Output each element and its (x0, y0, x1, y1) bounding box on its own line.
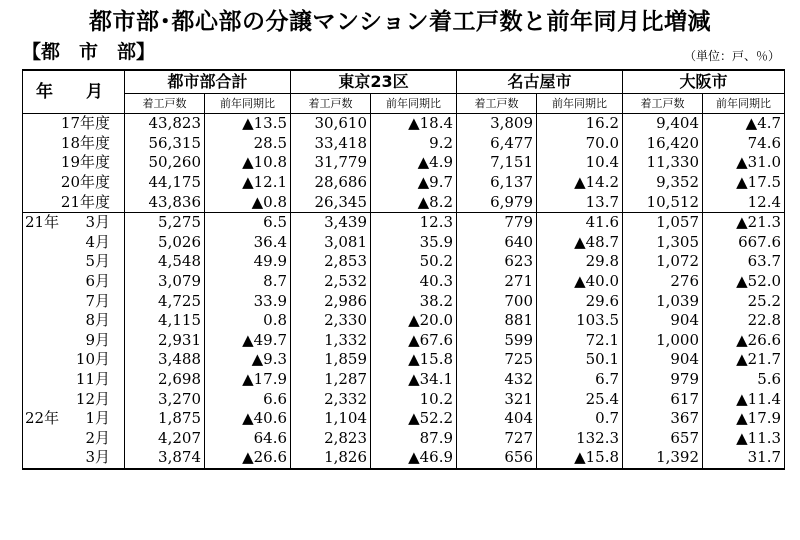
starts-cell: 2,332 (291, 389, 371, 409)
starts-cell: 3,081 (291, 233, 371, 253)
table-row (23, 173, 785, 193)
yoy-cell: ▲8.2 (371, 192, 457, 212)
yoy-cell: ▲48.7 (537, 233, 623, 253)
row-label: 5月 (23, 252, 125, 272)
unit-note: （単位：戸、％） (683, 49, 780, 63)
starts-cell: 779 (457, 212, 537, 232)
row-label: 4月 (23, 233, 125, 253)
starts-cell: 43,823 (125, 114, 205, 134)
table-row (23, 291, 785, 311)
row-year: 21年 (25, 213, 60, 232)
starts-cell: 4,548 (125, 252, 205, 272)
yoy-cell: ▲10.8 (205, 153, 291, 173)
yoy-cell: ▲21.3 (703, 212, 785, 232)
yoy-cell: 38.2 (371, 291, 457, 311)
starts-cell: 56,315 (125, 134, 205, 154)
yoy-cell: ▲17.9 (703, 409, 785, 429)
yoy-cell: 36.4 (205, 233, 291, 253)
table-row (23, 153, 785, 173)
starts-cell: 6,979 (457, 192, 537, 212)
yoy-cell: ▲40.0 (537, 272, 623, 292)
yoy-cell: 63.7 (703, 252, 785, 272)
subheader-yoy: 前年同期比 (371, 94, 457, 114)
starts-cell: 2,823 (291, 429, 371, 449)
starts-cell: 3,079 (125, 272, 205, 292)
starts-cell: 1,104 (291, 409, 371, 429)
starts-cell: 10,512 (623, 192, 703, 212)
yoy-cell: ▲4.9 (371, 153, 457, 173)
starts-cell: 31,779 (291, 153, 371, 173)
table-row (23, 212, 785, 232)
yoy-cell: 8.7 (205, 272, 291, 292)
yoy-cell: 40.3 (371, 272, 457, 292)
yoy-cell: 74.6 (703, 134, 785, 154)
yoy-cell: 12.3 (371, 212, 457, 232)
starts-cell: 367 (623, 409, 703, 429)
yoy-cell: 28.5 (205, 134, 291, 154)
starts-cell: 2,931 (125, 331, 205, 351)
subheader-yoy: 前年同期比 (703, 94, 785, 114)
yoy-cell: ▲67.6 (371, 331, 457, 351)
starts-cell: 2,986 (291, 291, 371, 311)
row-label: 11月 (23, 370, 125, 390)
row-label: 9月 (23, 331, 125, 351)
table-row (23, 233, 785, 253)
starts-cell: 700 (457, 291, 537, 311)
yoy-cell: 6.7 (537, 370, 623, 390)
row-label: 7月 (23, 291, 125, 311)
starts-cell: 2,330 (291, 311, 371, 331)
starts-cell: 1,859 (291, 350, 371, 370)
table-row (23, 429, 785, 449)
starts-cell: 1,826 (291, 448, 371, 469)
starts-cell: 43,836 (125, 192, 205, 212)
yoy-cell: ▲17.5 (703, 173, 785, 193)
yoy-cell: 9.2 (371, 134, 457, 154)
yoy-cell: 31.7 (703, 448, 785, 469)
starts-cell: 7,151 (457, 153, 537, 173)
yoy-cell: ▲18.4 (371, 114, 457, 134)
row-label: 12月 (23, 389, 125, 409)
yoy-cell: ▲11.3 (703, 429, 785, 449)
yoy-cell: 50.1 (537, 350, 623, 370)
starts-cell: 727 (457, 429, 537, 449)
subheader-yoy: 前年同期比 (205, 94, 291, 114)
yoy-cell: 103.5 (537, 311, 623, 331)
starts-cell: 1,039 (623, 291, 703, 311)
starts-cell: 3,874 (125, 448, 205, 469)
row-month: 1月 (85, 409, 110, 428)
yoy-cell: ▲15.8 (371, 350, 457, 370)
yoy-cell: ▲34.1 (371, 370, 457, 390)
starts-cell: 979 (623, 370, 703, 390)
yoy-cell: 33.9 (205, 291, 291, 311)
table-row (23, 389, 785, 409)
starts-cell: 4,207 (125, 429, 205, 449)
yoy-cell: ▲46.9 (371, 448, 457, 469)
group-header-urban-total: 都市部合計 (125, 70, 291, 94)
group-header-tokyo23: 東京23区 (291, 70, 457, 94)
starts-cell: 640 (457, 233, 537, 253)
table-row (23, 311, 785, 331)
section-label: 【都 市 部】 (22, 41, 156, 63)
starts-cell: 1,392 (623, 448, 703, 469)
starts-cell: 657 (623, 429, 703, 449)
starts-cell: 1,332 (291, 331, 371, 351)
yoy-cell: 25.2 (703, 291, 785, 311)
starts-cell: 3,488 (125, 350, 205, 370)
starts-cell: 1,000 (623, 331, 703, 351)
yoy-cell: 6.6 (205, 389, 291, 409)
starts-cell: 3,270 (125, 389, 205, 409)
yoy-cell: 5.6 (703, 370, 785, 390)
row-label: 3月 (23, 448, 125, 469)
table-row (23, 272, 785, 292)
yoy-cell: ▲21.7 (703, 350, 785, 370)
yoy-cell: ▲9.7 (371, 173, 457, 193)
starts-cell: 4,725 (125, 291, 205, 311)
yoy-cell: 35.9 (371, 233, 457, 253)
starts-cell: 599 (457, 331, 537, 351)
yoy-cell: 25.4 (537, 389, 623, 409)
starts-cell: 271 (457, 272, 537, 292)
starts-cell: 44,175 (125, 173, 205, 193)
starts-cell: 3,439 (291, 212, 371, 232)
row-label: 8月 (23, 311, 125, 331)
row-label: 17年度 (23, 114, 125, 134)
yoy-cell: 64.6 (205, 429, 291, 449)
row-year: 22年 (25, 409, 60, 428)
yoy-cell: ▲0.8 (205, 192, 291, 212)
starts-cell: 1,875 (125, 409, 205, 429)
yoy-cell: ▲4.7 (703, 114, 785, 134)
yoy-cell: 6.5 (205, 212, 291, 232)
yoy-cell: 10.2 (371, 389, 457, 409)
yoy-cell: ▲15.8 (537, 448, 623, 469)
table-row (23, 134, 785, 154)
table-body (23, 114, 785, 469)
row-label: 21年度 (23, 192, 125, 212)
row-label: 10月 (23, 350, 125, 370)
starts-cell: 3,809 (457, 114, 537, 134)
yoy-cell: 132.3 (537, 429, 623, 449)
yoy-cell: ▲11.4 (703, 389, 785, 409)
starts-cell: 6,477 (457, 134, 537, 154)
starts-cell: 432 (457, 370, 537, 390)
yoy-cell: ▲26.6 (703, 331, 785, 351)
yoy-cell: 10.4 (537, 153, 623, 173)
yoy-cell: ▲20.0 (371, 311, 457, 331)
table-row (23, 409, 785, 429)
page-title: 都市部･都心部の分譲マンション着工戸数と前年同月比増減 (89, 9, 711, 35)
yoy-cell: ▲26.6 (205, 448, 291, 469)
yoy-cell: ▲40.6 (205, 409, 291, 429)
starts-cell: 5,275 (125, 212, 205, 232)
table-row (23, 252, 785, 272)
starts-cell: 28,686 (291, 173, 371, 193)
table-row (23, 350, 785, 370)
year-month-header: 年 月 (23, 70, 125, 114)
table-row (23, 192, 785, 212)
yoy-cell: 22.8 (703, 311, 785, 331)
starts-cell: 725 (457, 350, 537, 370)
yoy-cell: 13.7 (537, 192, 623, 212)
starts-cell: 904 (623, 311, 703, 331)
starts-cell: 9,404 (623, 114, 703, 134)
starts-cell: 16,420 (623, 134, 703, 154)
starts-cell: 656 (457, 448, 537, 469)
yoy-cell: ▲9.3 (205, 350, 291, 370)
yoy-cell: 70.0 (537, 134, 623, 154)
yoy-cell: ▲13.5 (205, 114, 291, 134)
row-label: 20年度 (23, 173, 125, 193)
starts-cell: 404 (457, 409, 537, 429)
row-label: 18年度 (23, 134, 125, 154)
yoy-cell: ▲52.0 (703, 272, 785, 292)
starts-cell: 11,330 (623, 153, 703, 173)
yoy-cell: 667.6 (703, 233, 785, 253)
yoy-cell: ▲31.0 (703, 153, 785, 173)
subheader-starts: 着工戸数 (125, 94, 205, 114)
starts-cell: 276 (623, 272, 703, 292)
yoy-cell: ▲52.2 (371, 409, 457, 429)
starts-cell: 9,352 (623, 173, 703, 193)
starts-cell: 26,345 (291, 192, 371, 212)
starts-cell: 1,305 (623, 233, 703, 253)
row-label (23, 212, 125, 232)
starts-cell: 4,115 (125, 311, 205, 331)
yoy-cell: ▲12.1 (205, 173, 291, 193)
yoy-cell: 87.9 (371, 429, 457, 449)
starts-cell: 33,418 (291, 134, 371, 154)
starts-cell: 2,853 (291, 252, 371, 272)
subheader-starts: 着工戸数 (291, 94, 371, 114)
yoy-cell: 0.8 (205, 311, 291, 331)
yoy-cell: 16.2 (537, 114, 623, 134)
yoy-cell: ▲49.7 (205, 331, 291, 351)
yoy-cell: 41.6 (537, 212, 623, 232)
group-header-osaka: 大阪市 (623, 70, 785, 94)
starts-cell: 2,698 (125, 370, 205, 390)
starts-cell: 881 (457, 311, 537, 331)
row-label: 6月 (23, 272, 125, 292)
yoy-cell: 12.4 (703, 192, 785, 212)
group-header-nagoya: 名古屋市 (457, 70, 623, 94)
subheader-yoy: 前年同期比 (537, 94, 623, 114)
yoy-cell: ▲17.9 (205, 370, 291, 390)
starts-cell: 1,287 (291, 370, 371, 390)
starts-cell: 5,026 (125, 233, 205, 253)
starts-cell: 1,057 (623, 212, 703, 232)
data-table (22, 69, 785, 470)
row-label (23, 409, 125, 429)
yoy-cell: 72.1 (537, 331, 623, 351)
starts-cell: 321 (457, 389, 537, 409)
yoy-cell: 49.9 (205, 252, 291, 272)
table-row (23, 114, 785, 134)
yoy-cell: ▲14.2 (537, 173, 623, 193)
starts-cell: 2,532 (291, 272, 371, 292)
subheader-starts: 着工戸数 (457, 94, 537, 114)
starts-cell: 30,610 (291, 114, 371, 134)
table-row (23, 448, 785, 469)
row-label: 19年度 (23, 153, 125, 173)
subheader-starts: 着工戸数 (623, 94, 703, 114)
yoy-cell: 0.7 (537, 409, 623, 429)
starts-cell: 623 (457, 252, 537, 272)
starts-cell: 904 (623, 350, 703, 370)
starts-cell: 617 (623, 389, 703, 409)
row-label: 2月 (23, 429, 125, 449)
table-row (23, 331, 785, 351)
yoy-cell: 50.2 (371, 252, 457, 272)
starts-cell: 1,072 (623, 252, 703, 272)
starts-cell: 6,137 (457, 173, 537, 193)
yoy-cell: 29.8 (537, 252, 623, 272)
starts-cell: 50,260 (125, 153, 205, 173)
yoy-cell: 29.6 (537, 291, 623, 311)
row-month: 3月 (85, 213, 110, 232)
table-row (23, 370, 785, 390)
